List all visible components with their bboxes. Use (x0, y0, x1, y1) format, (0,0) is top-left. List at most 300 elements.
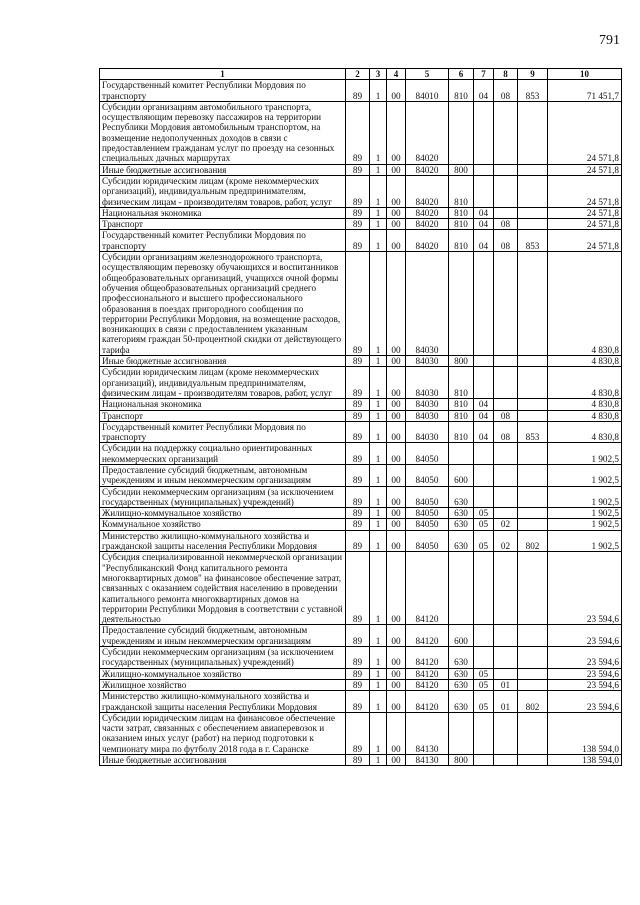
cell-code-2: 89 (346, 712, 370, 754)
cell-amount: 1 902,5 (548, 464, 622, 486)
cell-code-6: 630 (449, 679, 474, 690)
table-row (100, 207, 622, 218)
cell-code-3: 1 (370, 464, 387, 486)
cell-code-4: 00 (387, 530, 406, 552)
cell-code-4: 00 (387, 356, 406, 367)
cell-code-2: 89 (346, 367, 370, 399)
col-header: 2 (346, 69, 370, 80)
cell-code-6 (449, 252, 474, 356)
cell-code-4: 00 (387, 219, 406, 230)
cell-code-9: 853 (518, 230, 548, 252)
cell-code-8 (494, 356, 518, 367)
cell-code-3: 1 (370, 101, 387, 164)
table-row (100, 668, 622, 679)
cell-code-7: 04 (474, 399, 494, 410)
cell-code-8 (494, 443, 518, 465)
cell-code-9 (518, 755, 548, 766)
cell-code-9 (518, 175, 548, 207)
cell-amount: 4 830,8 (548, 252, 622, 356)
cell-code-6: 810 (449, 80, 474, 102)
table-row (100, 443, 622, 465)
cell-code-9 (518, 399, 548, 410)
cell-code-3: 1 (370, 410, 387, 421)
col-header: 10 (548, 69, 622, 80)
row-name: Предоставление субсидий бюджетным, автономным учреждениям и иным некоммерческим организациям (100, 464, 346, 486)
row-name: Жилищное хозяйство (100, 679, 346, 690)
cell-code-7 (474, 464, 494, 486)
col-header: 3 (370, 69, 387, 80)
cell-code-4: 00 (387, 367, 406, 399)
cell-code-6: 810 (449, 410, 474, 421)
cell-code-6: 810 (449, 219, 474, 230)
cell-code-3: 1 (370, 367, 387, 399)
cell-code-6: 630 (449, 508, 474, 519)
cell-code-2: 89 (346, 486, 370, 508)
table-body (100, 80, 622, 766)
cell-code-5: 84030 (406, 399, 449, 410)
col-header: 1 (100, 69, 346, 80)
cell-amount: 24 571,8 (548, 101, 622, 164)
cell-code-7 (474, 356, 494, 367)
cell-code-9 (518, 486, 548, 508)
cell-code-7 (474, 647, 494, 669)
table-row (100, 101, 622, 164)
cell-code-2: 89 (346, 443, 370, 465)
table-row (100, 679, 622, 690)
cell-amount: 23 594,6 (548, 679, 622, 690)
cell-code-6 (449, 443, 474, 465)
cell-amount: 24 571,8 (548, 164, 622, 175)
col-header: 9 (518, 69, 548, 80)
cell-code-9 (518, 519, 548, 530)
cell-code-6: 600 (449, 464, 474, 486)
cell-code-5: 84020 (406, 219, 449, 230)
cell-code-9: 853 (518, 80, 548, 102)
col-header: 5 (406, 69, 449, 80)
cell-code-2: 89 (346, 410, 370, 421)
cell-code-3: 1 (370, 486, 387, 508)
cell-code-3: 1 (370, 443, 387, 465)
cell-code-2: 89 (346, 356, 370, 367)
cell-code-9 (518, 647, 548, 669)
cell-code-6: 630 (449, 530, 474, 552)
cell-code-9 (518, 101, 548, 164)
cell-code-8: 08 (494, 219, 518, 230)
cell-code-5: 84120 (406, 625, 449, 647)
table-row (100, 252, 622, 356)
cell-code-2: 89 (346, 207, 370, 218)
cell-code-8 (494, 207, 518, 218)
table-row (100, 691, 622, 713)
cell-code-9: 853 (518, 421, 548, 443)
row-name: Жилищно-коммунальное хозяйство (100, 668, 346, 679)
col-header: 4 (387, 69, 406, 80)
cell-code-2: 89 (346, 519, 370, 530)
table-row (100, 421, 622, 443)
cell-code-5: 84030 (406, 410, 449, 421)
cell-code-8 (494, 464, 518, 486)
cell-amount: 23 594,6 (548, 552, 622, 625)
cell-code-3: 1 (370, 647, 387, 669)
table-row (100, 399, 622, 410)
table-row (100, 712, 622, 754)
cell-code-9 (518, 367, 548, 399)
row-name: Субсидии организациям железнодорожного транспорта, осуществляющим перевозку обучающихся и воспитанников общеобразовательных организаций, учащихся очной формы обучения общеобразовательных организаций среднего профессионального и высшего профессионального образования в поездах пригородного сообщения по территории Республики Мордовия, на возмещение расходов, возникающих в связи с предоставлением указанным категориям граждан 50-процентной скидки от действующего тарифа (100, 252, 346, 356)
cell-code-2: 89 (346, 647, 370, 669)
cell-code-8: 08 (494, 80, 518, 102)
cell-code-7 (474, 252, 494, 356)
cell-code-4: 00 (387, 175, 406, 207)
cell-code-2: 89 (346, 508, 370, 519)
table-row (100, 164, 622, 175)
cell-code-6: 630 (449, 647, 474, 669)
cell-code-8 (494, 175, 518, 207)
cell-amount: 138 594,0 (548, 712, 622, 754)
cell-code-5: 84120 (406, 668, 449, 679)
cell-code-8 (494, 625, 518, 647)
cell-amount: 23 594,6 (548, 668, 622, 679)
cell-code-8 (494, 252, 518, 356)
cell-amount: 4 830,8 (548, 356, 622, 367)
cell-code-3: 1 (370, 625, 387, 647)
cell-code-5: 84030 (406, 356, 449, 367)
cell-code-7 (474, 367, 494, 399)
cell-code-9 (518, 712, 548, 754)
cell-code-8: 08 (494, 230, 518, 252)
cell-code-2: 89 (346, 464, 370, 486)
cell-code-6: 800 (449, 164, 474, 175)
cell-code-2: 89 (346, 625, 370, 647)
cell-code-2: 89 (346, 421, 370, 443)
col-header: 8 (494, 69, 518, 80)
cell-amount: 1 902,5 (548, 530, 622, 552)
row-name: Иные бюджетные ассигнования (100, 755, 346, 766)
cell-amount: 23 594,6 (548, 647, 622, 669)
cell-code-7: 04 (474, 207, 494, 218)
cell-amount: 71 451,7 (548, 80, 622, 102)
cell-code-5: 84050 (406, 519, 449, 530)
cell-code-3: 1 (370, 552, 387, 625)
cell-code-5: 84130 (406, 712, 449, 754)
row-name: Национальная экономика (100, 399, 346, 410)
row-name: Коммунальное хозяйство (100, 519, 346, 530)
cell-code-6: 800 (449, 356, 474, 367)
cell-code-6 (449, 101, 474, 164)
row-name: Субсидии на поддержку социально ориентированных некоммерческих организаций (100, 443, 346, 465)
cell-amount: 138 594,0 (548, 755, 622, 766)
cell-code-8 (494, 668, 518, 679)
cell-code-3: 1 (370, 668, 387, 679)
cell-code-8: 02 (494, 530, 518, 552)
cell-code-7 (474, 175, 494, 207)
cell-code-5: 84120 (406, 679, 449, 690)
cell-code-7 (474, 101, 494, 164)
cell-code-9 (518, 410, 548, 421)
cell-amount: 23 594,6 (548, 691, 622, 713)
cell-code-3: 1 (370, 164, 387, 175)
cell-code-7 (474, 164, 494, 175)
cell-code-8 (494, 399, 518, 410)
cell-code-7 (474, 755, 494, 766)
cell-code-2: 89 (346, 691, 370, 713)
cell-code-5: 84030 (406, 252, 449, 356)
cell-code-5: 84120 (406, 691, 449, 713)
cell-code-2: 89 (346, 399, 370, 410)
row-name: Субсидии юридическим лицам (кроме некоммерческих организаций), индивидуальным предпринимателям, физическим лицам - производителям товаров, работ, услуг (100, 367, 346, 399)
cell-code-6: 810 (449, 207, 474, 218)
row-name: Субсидии юридическим лицам на финансовое обеспечение части затрат, связанных с обеспечением авиаперевозок и оказанием иных услуг (работ) на период подготовки к чемпионату мира по футболу 2018 года в г. Саранске (100, 712, 346, 754)
row-name: Субсидии некоммерческим организациям (за исключением государственных (муниципальных) учреждений) (100, 647, 346, 669)
col-header: 7 (474, 69, 494, 80)
table-row (100, 175, 622, 207)
cell-code-8 (494, 101, 518, 164)
table-row (100, 486, 622, 508)
cell-code-7 (474, 443, 494, 465)
cell-code-6: 810 (449, 399, 474, 410)
cell-code-5: 84020 (406, 230, 449, 252)
cell-code-6: 810 (449, 421, 474, 443)
cell-code-9 (518, 625, 548, 647)
cell-code-5: 84050 (406, 486, 449, 508)
cell-code-9 (518, 164, 548, 175)
row-name: Субсидии юридическим лицам (кроме некоммерческих организаций), индивидуальным предпринимателям, физическим лицам - производителям товаров, работ, услуг (100, 175, 346, 207)
cell-code-5: 84020 (406, 101, 449, 164)
cell-code-6: 810 (449, 175, 474, 207)
cell-code-7 (474, 552, 494, 625)
cell-code-4: 00 (387, 508, 406, 519)
cell-code-6: 800 (449, 755, 474, 766)
cell-code-3: 1 (370, 175, 387, 207)
cell-code-7: 05 (474, 508, 494, 519)
cell-code-5: 84050 (406, 508, 449, 519)
table-row (100, 410, 622, 421)
row-name: Государственный комитет Республики Мордовия по транспорту (100, 80, 346, 102)
cell-code-3: 1 (370, 356, 387, 367)
cell-code-9 (518, 252, 548, 356)
cell-code-5: 84020 (406, 164, 449, 175)
col-header: 6 (449, 69, 474, 80)
cell-code-5: 84020 (406, 175, 449, 207)
table-row (100, 508, 622, 519)
cell-code-4: 00 (387, 647, 406, 669)
cell-code-6: 630 (449, 691, 474, 713)
row-name: Министерство жилищно-коммунального хозяйства и гражданской защиты населения Республики Мордовия (100, 691, 346, 713)
cell-code-4: 00 (387, 625, 406, 647)
cell-code-4: 00 (387, 410, 406, 421)
cell-code-4: 00 (387, 552, 406, 625)
cell-code-8 (494, 164, 518, 175)
cell-code-6: 630 (449, 486, 474, 508)
cell-code-8 (494, 508, 518, 519)
cell-code-7: 05 (474, 691, 494, 713)
cell-code-5: 84120 (406, 552, 449, 625)
cell-code-2: 89 (346, 219, 370, 230)
cell-code-8: 08 (494, 410, 518, 421)
cell-code-3: 1 (370, 508, 387, 519)
table-row (100, 367, 622, 399)
cell-code-7: 04 (474, 230, 494, 252)
cell-code-4: 00 (387, 679, 406, 690)
cell-code-5: 84050 (406, 464, 449, 486)
cell-code-7: 05 (474, 519, 494, 530)
table-row (100, 356, 622, 367)
cell-code-2: 89 (346, 252, 370, 356)
cell-code-6: 810 (449, 230, 474, 252)
budget-table (99, 68, 622, 766)
cell-code-8 (494, 755, 518, 766)
cell-code-2: 89 (346, 530, 370, 552)
cell-amount: 24 571,8 (548, 219, 622, 230)
cell-code-3: 1 (370, 421, 387, 443)
table-row (100, 530, 622, 552)
cell-code-9 (518, 443, 548, 465)
cell-code-7: 05 (474, 668, 494, 679)
cell-code-5: 84030 (406, 367, 449, 399)
cell-code-7: 04 (474, 410, 494, 421)
row-name: Субсидия специализированной некоммерческой организации "Республиканский Фонд капитального ремонта многоквартирных домов" на финансовое обеспечение затрат, связанных с оказанием содействия населению в проведении капитального ремонта многоквартирных домов на территории Республики Мордовия в соответствии с уставной деятельностью (100, 552, 346, 625)
cell-amount: 1 902,5 (548, 443, 622, 465)
cell-code-3: 1 (370, 712, 387, 754)
row-name: Иные бюджетные ассигнования (100, 356, 346, 367)
table-row (100, 647, 622, 669)
cell-code-8 (494, 712, 518, 754)
cell-code-2: 89 (346, 552, 370, 625)
cell-code-4: 00 (387, 668, 406, 679)
cell-code-2: 89 (346, 80, 370, 102)
cell-amount: 4 830,8 (548, 421, 622, 443)
table-row (100, 519, 622, 530)
cell-amount: 4 830,8 (548, 410, 622, 421)
cell-amount: 1 902,5 (548, 508, 622, 519)
cell-amount: 23 594,6 (548, 625, 622, 647)
cell-code-2: 89 (346, 230, 370, 252)
row-name: Министерство жилищно-коммунального хозяйства и гражданской защиты населения Республики Мордовия (100, 530, 346, 552)
cell-code-3: 1 (370, 230, 387, 252)
cell-code-9 (518, 668, 548, 679)
cell-code-3: 1 (370, 691, 387, 713)
table-row (100, 552, 622, 625)
row-name: Транспорт (100, 410, 346, 421)
cell-code-5: 84020 (406, 207, 449, 218)
cell-code-3: 1 (370, 679, 387, 690)
cell-code-3: 1 (370, 399, 387, 410)
cell-code-8 (494, 486, 518, 508)
cell-code-5: 84010 (406, 80, 449, 102)
row-name: Транспорт (100, 219, 346, 230)
cell-code-5: 84050 (406, 530, 449, 552)
cell-amount: 24 571,8 (548, 230, 622, 252)
cell-amount: 1 902,5 (548, 486, 622, 508)
cell-code-9 (518, 679, 548, 690)
row-name: Государственный комитет Республики Мордовия по транспорту (100, 421, 346, 443)
cell-code-3: 1 (370, 80, 387, 102)
cell-code-4: 00 (387, 486, 406, 508)
table-row (100, 625, 622, 647)
cell-code-7: 04 (474, 421, 494, 443)
cell-code-4: 00 (387, 164, 406, 175)
cell-code-4: 00 (387, 421, 406, 443)
cell-code-2: 89 (346, 101, 370, 164)
cell-code-3: 1 (370, 519, 387, 530)
cell-code-6: 600 (449, 625, 474, 647)
cell-code-9 (518, 219, 548, 230)
cell-code-9 (518, 508, 548, 519)
cell-code-8: 01 (494, 691, 518, 713)
cell-code-7: 05 (474, 530, 494, 552)
cell-code-4: 00 (387, 519, 406, 530)
cell-code-3: 1 (370, 219, 387, 230)
cell-code-7: 04 (474, 80, 494, 102)
cell-code-7 (474, 712, 494, 754)
cell-code-4: 00 (387, 252, 406, 356)
cell-code-4: 00 (387, 230, 406, 252)
cell-code-6: 630 (449, 668, 474, 679)
cell-code-2: 89 (346, 175, 370, 207)
cell-code-4: 00 (387, 399, 406, 410)
table-row (100, 230, 622, 252)
cell-code-6: 630 (449, 519, 474, 530)
cell-code-3: 1 (370, 755, 387, 766)
cell-code-5: 84030 (406, 421, 449, 443)
cell-code-9 (518, 552, 548, 625)
cell-code-5: 84120 (406, 647, 449, 669)
table-row (100, 464, 622, 486)
cell-code-8 (494, 367, 518, 399)
cell-code-3: 1 (370, 252, 387, 356)
cell-code-2: 89 (346, 164, 370, 175)
cell-code-2: 89 (346, 668, 370, 679)
page-number: 791 (599, 33, 620, 48)
cell-code-7 (474, 486, 494, 508)
cell-code-4: 00 (387, 712, 406, 754)
cell-code-8 (494, 647, 518, 669)
cell-code-6: 810 (449, 367, 474, 399)
cell-code-9: 802 (518, 530, 548, 552)
cell-code-2: 89 (346, 755, 370, 766)
table-row (100, 80, 622, 102)
cell-code-8: 02 (494, 519, 518, 530)
cell-amount: 24 571,8 (548, 175, 622, 207)
cell-code-6 (449, 712, 474, 754)
cell-code-4: 00 (387, 755, 406, 766)
row-name: Иные бюджетные ассигнования (100, 164, 346, 175)
cell-code-3: 1 (370, 530, 387, 552)
cell-code-5: 84050 (406, 443, 449, 465)
row-name: Государственный комитет Республики Мордовия по транспорту (100, 230, 346, 252)
table-header-row (100, 69, 622, 80)
cell-code-7: 04 (474, 219, 494, 230)
cell-code-7 (474, 625, 494, 647)
cell-amount: 4 830,8 (548, 399, 622, 410)
cell-code-8 (494, 552, 518, 625)
cell-code-8: 08 (494, 421, 518, 443)
cell-code-4: 00 (387, 443, 406, 465)
row-name: Предоставление субсидий бюджетным, автономным учреждениям и иным некоммерческим организациям (100, 625, 346, 647)
row-name: Национальная экономика (100, 207, 346, 218)
cell-code-9: 802 (518, 691, 548, 713)
cell-amount: 4 830,8 (548, 367, 622, 399)
cell-code-9 (518, 464, 548, 486)
cell-code-2: 89 (346, 679, 370, 690)
cell-amount: 1 902,5 (548, 519, 622, 530)
cell-code-4: 00 (387, 80, 406, 102)
cell-code-7: 05 (474, 679, 494, 690)
table-row (100, 755, 622, 766)
row-name: Жилищно-коммунальное хозяйство (100, 508, 346, 519)
cell-code-8: 01 (494, 679, 518, 690)
cell-code-3: 1 (370, 207, 387, 218)
cell-code-4: 00 (387, 101, 406, 164)
